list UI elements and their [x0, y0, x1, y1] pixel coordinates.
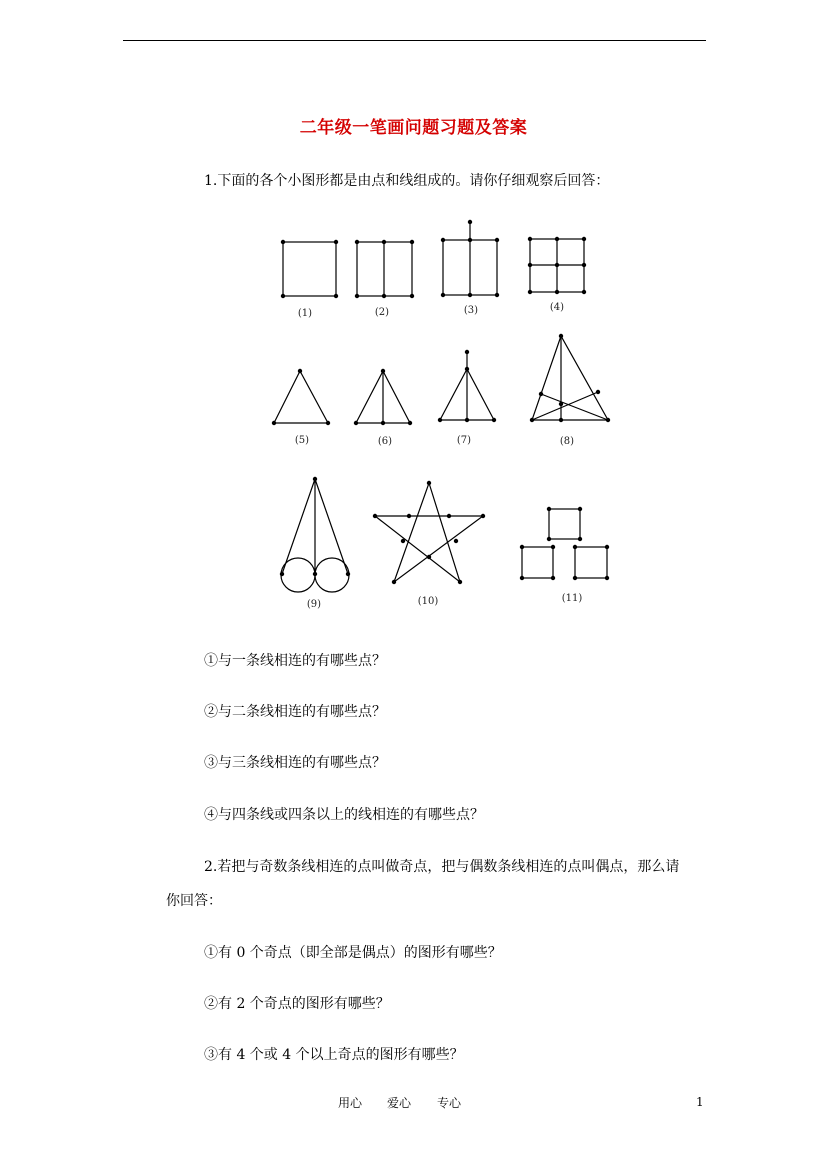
figure-5 [274, 371, 328, 423]
sub-question-1-3: ③与三条线相连的有哪些点？ [204, 755, 386, 771]
figure-label-7: (7) [456, 435, 472, 446]
sub-question-1-4: ④与四条线或四条以上的线相连的有哪些点？ [204, 807, 484, 823]
figure-8 [532, 336, 608, 420]
figure-3 [443, 222, 497, 295]
figure-label-1: (1) [297, 308, 313, 319]
figure-label-5: (5) [294, 435, 310, 446]
figure-7 [440, 352, 494, 420]
figure-label-8: (8) [559, 436, 575, 447]
figure-label-9: (9) [306, 599, 322, 610]
figure-label-6: (6) [377, 436, 393, 447]
sub-question-2-3: ③有 4 个或 4 个以上奇点的图形有哪些？ [204, 1047, 464, 1063]
sub-question-1-1: ①与一条线相连的有哪些点？ [204, 653, 386, 669]
footer-text-3: 专心 [437, 1096, 462, 1110]
figure-1 [283, 242, 336, 296]
figure-2 [357, 242, 412, 296]
page-title: 二年级一笔画问题习题及答案 [299, 118, 528, 138]
figure-6 [356, 371, 410, 423]
question-2-line-2: 你回答： [166, 893, 222, 909]
figure-label-4: (4) [549, 302, 565, 313]
figure-11 [522, 509, 607, 578]
sub-question-2-1: ①有 0 个奇点（即全部是偶点）的图形有哪些？ [204, 945, 502, 961]
question-1: 1.下面的各个小图形都是由点和线组成的。请你仔细观察后回答： [204, 173, 610, 189]
sub-question-2-2: ②有 2 个奇点的图形有哪些？ [204, 996, 390, 1012]
figure-label-11: (11) [561, 593, 583, 604]
question-2-line-1: 2.若把与奇数条线相连的点叫做奇点，把与偶数条线相连的点叫偶点，那么请 [204, 859, 680, 875]
footer-text-1: 用心 [338, 1096, 363, 1110]
page-number: 1 [696, 1095, 704, 1109]
sub-question-1-2: ②与二条线相连的有哪些点？ [204, 704, 386, 720]
footer-text-2: 爱心 [387, 1096, 412, 1110]
figure-label-10: (10) [417, 596, 439, 607]
figure-label-2: (2) [374, 307, 390, 318]
figure-10 [375, 483, 483, 582]
figure-label-3: (3) [463, 305, 479, 316]
